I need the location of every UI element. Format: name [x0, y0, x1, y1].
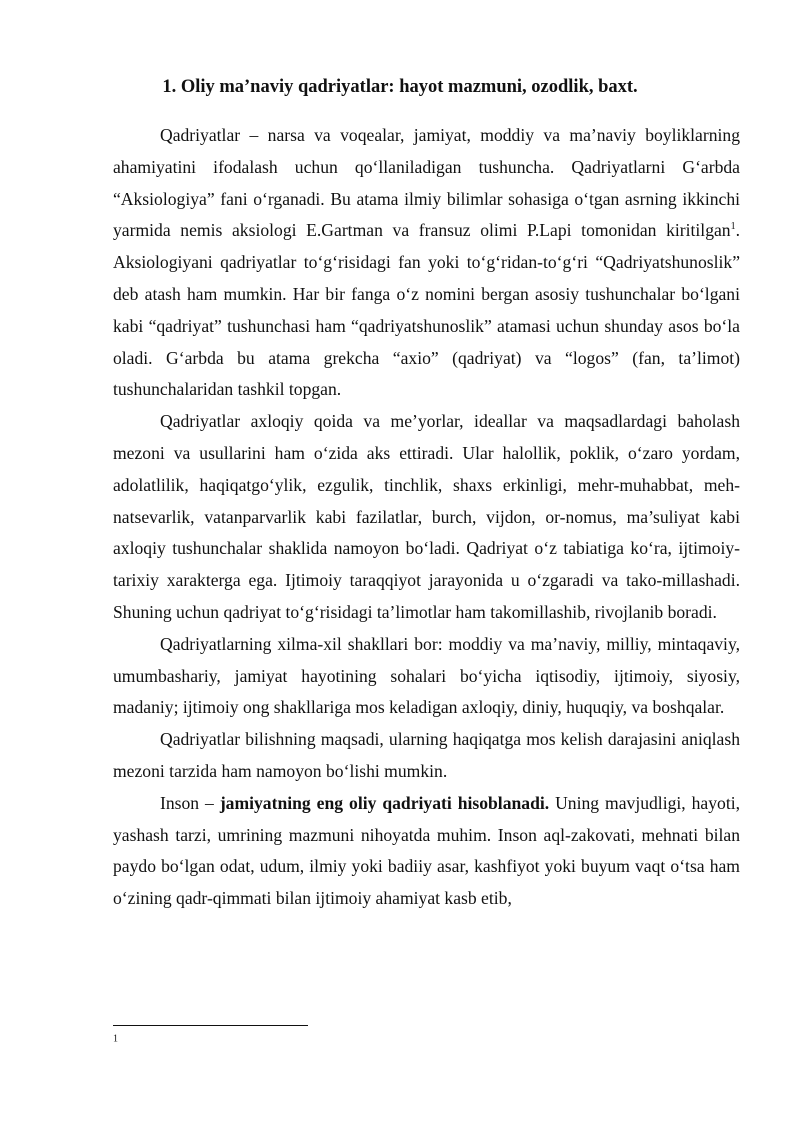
section-title: 1. Oliy ma’naviy qadriyatlar: hayot mazmuni, ozodlik, baxt. — [162, 77, 638, 97]
footnote-separator — [113, 1025, 308, 1026]
body-text — [113, 120, 740, 915]
emphasis-text: jamiyatning eng oliy qadriyati hisoblanadi. — [219, 792, 550, 813]
footnote — [113, 1033, 118, 1050]
paragraph-bilish: Qadriyatlar bilishning maqsadi, ularning haqiqatga mos kelish darajasini aniqlash mezoni tarzida ham namoyon bo‘lishi mumkin. — [113, 729, 740, 781]
paragraph-text: Qadriyatlar – narsa va voqealar, jamiyat, moddiy va ma’naviy boyliklarning ahamiyatini ifodalash uchun qo‘llaniladigan tushuncha. Qadriyatlarni G‘arbda “Aksiologiya” fani o‘rganadi. Bu atama ilmiy bilimlar sohasiga o‘tgan asrning ikkinchi yarmida nemis aksiologi E.Gartman va fransuz olimi P.Lapi tomonidan kiritilgan — [113, 125, 740, 241]
footnote-number: 1 — [113, 1033, 118, 1045]
paragraph-text: Inson – — [160, 792, 220, 813]
paragraph-inson — [113, 788, 740, 915]
paragraph-text: . Aksiologiyani qadriyatlar to‘g‘risidagi fan yoki to‘g‘ridan-to‘g‘ri “Qadriyatshunoslik” deb atash ham mumkin. Har bir fanga o‘z nomini bergan asosiy tushunchalar bo‘lgani kabi “qadriyat” tushunchasi ham “qadriyatshunoslik” atamasi uchun shunday asos bo‘la oladi. G‘arbda bu atama grekcha “axio” (qadriyat) va “logos” (fan, ta’limot) tushunchalaridan tashkil topgan. — [113, 220, 740, 400]
paragraph-text: Uning mavjudligi, hayoti, yashash tarzi, umrining mazmuni nihoyatda muhim. Inson aql-zakovati, mehnati bilan paydo bo‘lgan odat, udum, ilmiy yoki badiiy asar, kashfiyot yoki buyum vaqt o‘tsa ham o‘zining qadr-qimmati bilan ijtimoiy ahamiyat kasb etib, — [113, 792, 740, 909]
paragraph-aksiologiya — [113, 120, 740, 406]
paragraph-shakllari: Qadriyatlarning xilma-xil shakllari bor: moddiy va ma’naviy, milliy, mintaqaviy, umumbashariy, jamiyat hayotining sohalari bo‘yicha iqtisodiy, ijtimoiy, siyosiy, madaniy; ijtimoiy ong shakllariga mos keladigan axloqiy, diniy, huquqiy, va boshqalar. — [113, 633, 740, 718]
paragraph-axloqiy-qoida: Qadriyatlar axloqiy qoida va me’yorlar, ideallar va maqsadlardagi baholash mezoni va usullarini ham o‘zida aks ettiradi. Ular halollik, poklik, o‘zaro yordam, adolatlilik, haqiqatgo‘ylik, ezgulik, tinchlik, shaxs erkinligi, mehr-muhabbat, meh-natsevarlik, vatanparvarlik kabi fazilatlar, burch, vijdon, or-nomus, ma’suliyat kabi axloqiy tushunchalar shaklida namoyon bo‘ladi. Qadriyat o‘z tabiatiga ko‘ra, ijtimoiy-tarixiy xarakterga ega. Ijtimoiy taraqqiyot jarayonida u o‘zgaradi va tako-millashadi. Shuning uchun qadriyat to‘g‘risidagi ta’limotlar ham takomillashib, rivojlanib boradi. — [113, 411, 740, 622]
footnote-reference[interactable]: 1 — [730, 221, 736, 233]
